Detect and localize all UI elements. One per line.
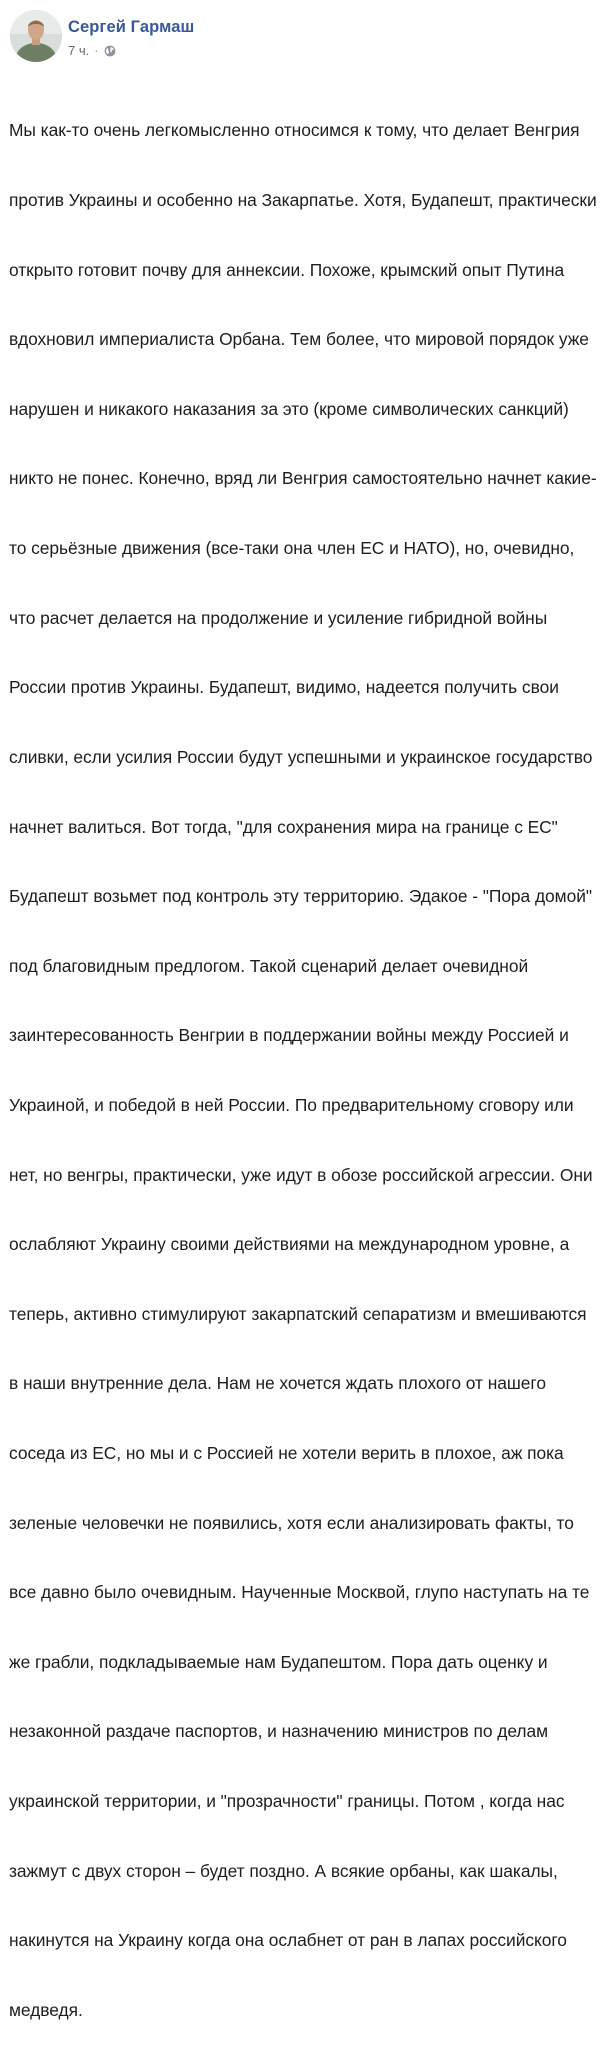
post-text-line: ослабляют Украину своими действиями на международном уровне, а (9, 1234, 570, 1255)
post-text-line: вдохновил империалиста Орбана. Тем более, что мировой порядок уже (9, 329, 589, 350)
post-text-line: начнет валиться. Вот тогда, "для сохранения мира на границе с ЕС" (9, 816, 558, 837)
post-text-line: соседа из ЕС, но мы и с Россией не хотели верить в плохое, аж пока (9, 1442, 564, 1463)
author-name[interactable]: Сергей Гармаш (68, 18, 195, 36)
post-body-text (9, 73, 609, 2068)
post-text-line: зеленые человечки не появились, хотя если анализировать факты, то (9, 1512, 574, 1533)
meta-separator: · (94, 43, 99, 58)
post-text-line: заинтересованность Венгрии в поддержании войны между Россией и (9, 1025, 569, 1046)
post-text-line: украинской территории, и "прозрачности" границы. Потом , когда нас (9, 1791, 565, 1812)
post-text-line: Будапешт возьмет под контроль эту территорию. Эдакое - "Пора домой" (9, 886, 592, 907)
post-text-line: никто не понес. Конечно, вряд ли Венгрия самостоятельно начнет какие- (9, 468, 597, 489)
post-text-line: медведя. (9, 1999, 83, 2020)
post-text-line: открыто готовит почву для аннексии. Похоже, крымский опыт Путина (9, 259, 565, 280)
post-text-line: Мы как-то очень легкомысленно относимся к тому, что делает Венгрия (9, 120, 580, 141)
post-text-line: же грабли, подкладываемые нам Будапештом. Пора дать оценку и (9, 1651, 548, 1672)
author-avatar[interactable] (10, 10, 62, 62)
post-text-line: России против Украины. Будапешт, видимо, надеется получить свои (9, 677, 559, 698)
post-text-line: что расчет делается на продолжение и усиление гибридной войны (9, 607, 548, 628)
post-text-line: нет, но венгры, практически, уже идут в обозе российской агрессии. Они (9, 1164, 593, 1185)
post-text-line: накинутся на Украину когда она ослабнет от ран в лапах российского (9, 1930, 567, 1951)
post-timestamp[interactable]: 7 ч. (68, 43, 90, 58)
post-text-line: зажмут с двух сторон – будет поздно. А всякие орбаны, как шакалы, (9, 1860, 558, 1881)
post-text-line: под благовидным предлогом. Такой сценарий делает очевидной (9, 955, 529, 976)
post-text-line: в наши внутренние дела. Нам не хочется ждать плохого от нашего (9, 1373, 546, 1394)
post-text-line: то серьёзные движения (все-таки она член ЕС и НАТО), но, очевидно, (9, 538, 575, 559)
post-text-line: теперь, активно стимулируют закарпатский сепаратизм и вмешиваются (9, 1303, 587, 1324)
post-header (10, 10, 605, 62)
avatar-photo (10, 10, 62, 62)
post-text-line: сливки, если усилия России будут успешными и украинское государство (9, 746, 593, 767)
post-text-line: незаконной раздаче паспортов, и назначению министров по делам (9, 1721, 549, 1742)
post-meta (68, 43, 116, 58)
post-text-line: нарушен и никакого наказания за это (кроме символических санкций) (9, 398, 569, 419)
post-text-line: против Украины и особенно на Закарпатье. Хотя, Будапешт, практически (9, 190, 597, 211)
post-text-line: Украиной, и победой в ней России. По предварительному сговору или (9, 1094, 574, 1115)
post-text-line: все давно было очевидным. Наученные Москвой, глупо наступать на те (9, 1582, 590, 1603)
globe-icon[interactable] (104, 45, 116, 57)
